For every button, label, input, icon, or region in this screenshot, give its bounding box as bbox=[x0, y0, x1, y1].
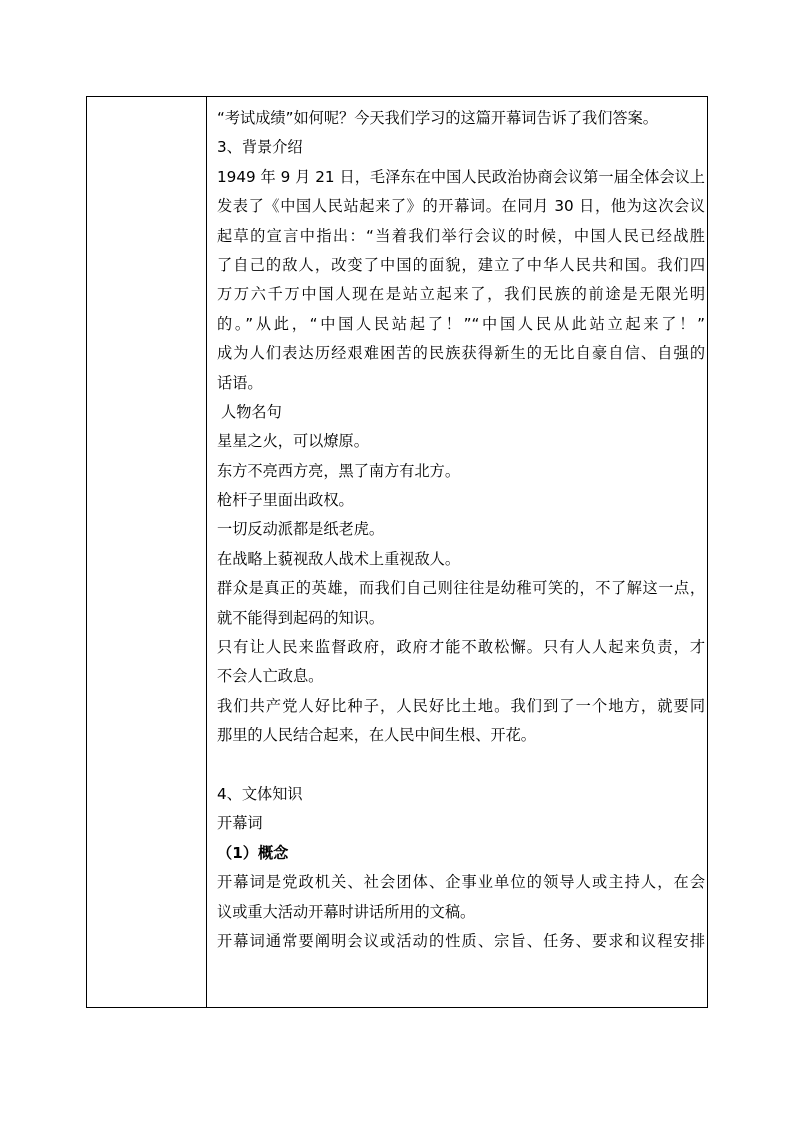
section-heading-genre: 4、文体知识 bbox=[217, 784, 303, 803]
quote-line: 在战略上藐视敌人战术上重视敌人。 bbox=[217, 549, 460, 568]
text-line: 起草的宣言中指出：“当着我们举行会议的时候，中国人民已经战胜 bbox=[217, 226, 705, 245]
quote-line: 一切反动派都是纸老虎。 bbox=[217, 520, 385, 539]
quote-line: 只有让人民来监督政府，政府才能不敢松懈。只有人人起来负责，才 bbox=[217, 638, 705, 657]
blank-line bbox=[217, 751, 705, 780]
quote-line: 不会人亡政息。 bbox=[217, 667, 324, 686]
text-line: 开幕词通常要阐明会议或活动的性质、宗旨、任务、要求和议程安排 bbox=[217, 931, 705, 950]
subheading-concept: （1）概念 bbox=[217, 843, 289, 862]
left-empty-cell bbox=[87, 97, 206, 1007]
text-line: 开幕词是党政机关、社会团体、企事业单位的领导人或主持人，在会 bbox=[217, 873, 705, 892]
text-line: 万万六千万中国人现在是站立起来了，我们民族的前途是无限光明 bbox=[217, 285, 705, 304]
quote-line: 枪杆子里面出政权。 bbox=[217, 491, 354, 510]
text-line: 1949 年 9 月 21 日，毛泽东在中国人民政治协商会议第一届全体会议上 bbox=[217, 167, 705, 186]
document-table bbox=[86, 96, 708, 1008]
text-line: 成为人们表达历经艰难困苦的民族获得新生的无比自豪自信、自强的 bbox=[217, 344, 705, 363]
text-line: 开幕词 bbox=[217, 814, 263, 833]
quote-line: 就不能得到起码的知识。 bbox=[217, 608, 385, 627]
text-line: 发表了《中国人民站起来了》的开幕词。在同月 30 日，他为这次会议 bbox=[217, 197, 705, 216]
text-line: 的。”从此，“中国人民站起了！”“中国人民从此站立起来了！” bbox=[217, 314, 705, 333]
text-line: 了自己的敌人，改变了中国的面貌，建立了中华人民共和国。我们四 bbox=[217, 255, 705, 274]
quote-line: 我们共产党人好比种子，人民好比土地。我们到了一个地方，就要同 bbox=[217, 696, 705, 715]
section-heading-background: 3、背景介绍 bbox=[217, 138, 303, 157]
text-line: 话语。 bbox=[217, 373, 263, 392]
column-divider bbox=[206, 97, 207, 1007]
subheading-famous-quotes: 人物名句 bbox=[221, 402, 282, 421]
quote-line: 星星之火，可以燎原。 bbox=[217, 432, 369, 451]
text-line: “考试成绩”如何呢？今天我们学习的这篇开幕词告诉了我们答案。 bbox=[217, 109, 658, 127]
quote-line: 那里的人民结合起来，在人民中间生根、开花。 bbox=[217, 726, 536, 745]
right-content-cell bbox=[217, 104, 705, 956]
quote-line: 群众是真正的英雄，而我们自己则往往是幼稚可笑的，不了解这一点， bbox=[217, 579, 705, 598]
quote-line: 东方不亮西方亮，黑了南方有北方。 bbox=[217, 461, 460, 480]
text-line: 议或重大活动开幕时讲话所用的文稿。 bbox=[217, 902, 476, 921]
